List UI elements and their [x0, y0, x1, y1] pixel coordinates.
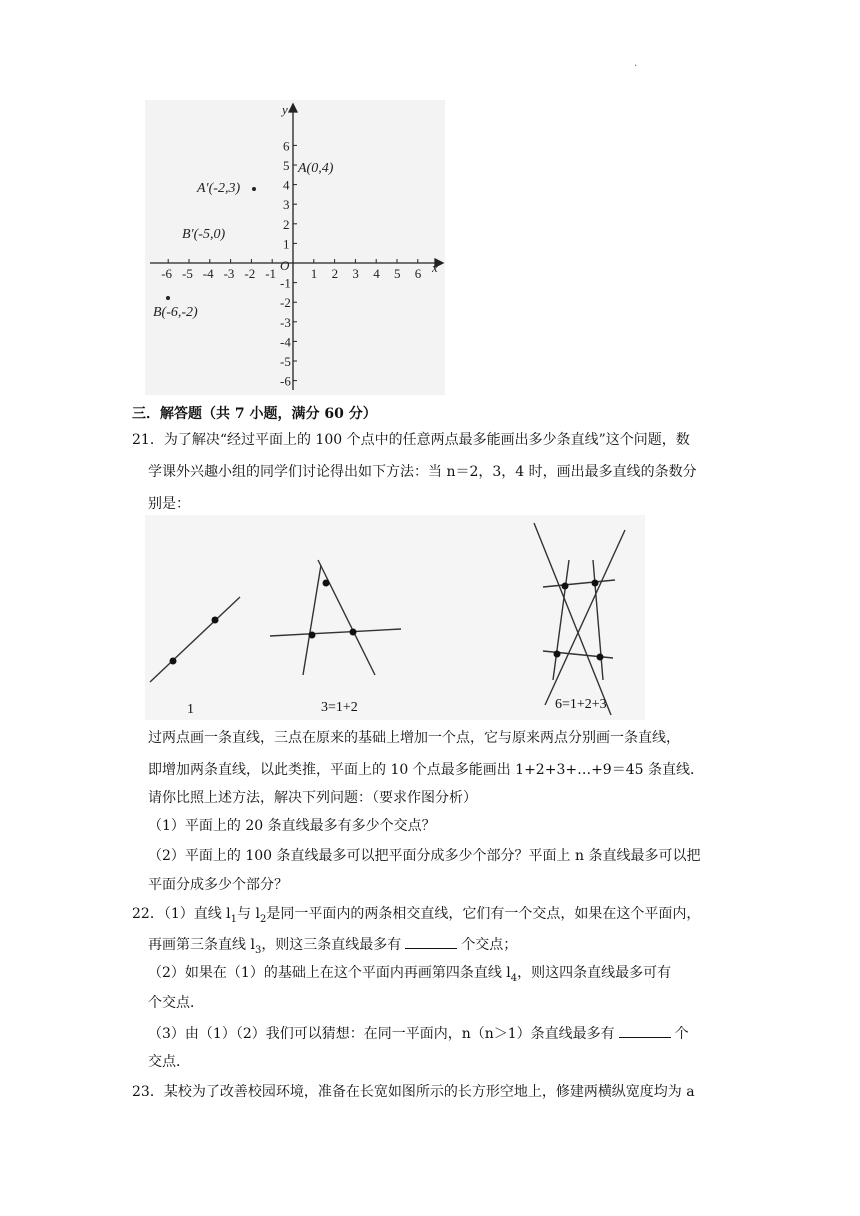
figure-background: [145, 100, 445, 395]
x-tick-label: 6: [414, 266, 422, 281]
x-tick-label: -6: [161, 266, 173, 281]
q22-text-5a: （3）由（1）（2）我们可以猜想：在同一平面内，n（n＞1）条直线最多有: [148, 1026, 615, 1042]
origin-label: O: [280, 258, 290, 273]
x-tick-label: -4: [202, 266, 214, 281]
q22-text-1c: 是同一平面内的两条相交直线，它们有一个交点，如果在这个平面内，: [266, 906, 701, 922]
x-tick-label: -5: [182, 266, 193, 281]
y-tick-label: -5: [280, 354, 291, 369]
point-A-prime-label: A′(-2,3): [197, 181, 241, 196]
point-A-prime: [252, 187, 256, 191]
y-tick-label: -1: [280, 275, 291, 291]
q22-text-5b: 个: [674, 1026, 689, 1042]
y-tick-label: -2: [280, 295, 291, 311]
y-tick-label: 3: [283, 197, 290, 213]
q21-line-6: 请你比照上述方法，解决下列问题：（要求作图分析）: [148, 790, 477, 806]
x-tick-label: -1: [265, 266, 277, 281]
x-tick-label: 3: [352, 266, 359, 281]
q21-line-9: 平面分成多少个部分？: [148, 877, 288, 893]
point-B-prime-label: B′(-5,0): [182, 227, 226, 242]
fig3-point-4: [597, 654, 604, 661]
q21-line-4: 过两点画一条直线，三点在原来的基础上增加一个点，它与原来两点分别画一条直线，: [148, 730, 680, 746]
q21-line-5: 即增加两条直线，以此类推，平面上的 10 个点最多能画出 1+2+3+…+9＝45 条直线．: [148, 762, 704, 778]
q22-text-2b: ，则这三条直线最多有: [261, 937, 402, 953]
q22-text-1a: 22．（1）直线 l: [132, 906, 231, 922]
fig2-point-3: [350, 629, 357, 636]
y-tick-label: 5: [283, 158, 290, 173]
y-tick-label: -4: [280, 334, 291, 350]
header-mark: .: [634, 58, 638, 69]
lines-figure: [145, 515, 645, 720]
q22-line-6: 交点．: [148, 1054, 190, 1070]
q21-line-8: （2）平面上的 100 条直线最多可以把平面分成多少个部分？平面上 n 条直线最多可以把: [148, 848, 701, 864]
q22-answer-blank-2[interactable]: [619, 1023, 671, 1038]
point-A-label: A(0,4): [298, 161, 334, 176]
q21-line-7: （1）平面上的 20 条直线最多有多少个交点？: [148, 818, 436, 834]
fig2-caption: 3=1+2: [321, 700, 358, 715]
coordinate-figure: [145, 100, 445, 395]
q21-line-2: 学课外兴趣小组的同学们讨论得出如下方法：当 n＝2，3，4 时，画出最多直线的条数分: [148, 464, 697, 480]
y-tick-label: 1: [283, 236, 290, 252]
x-tick-label: -2: [244, 266, 256, 281]
fig3-point-3: [554, 651, 561, 658]
q22-text-3b: ，则这四条直线最多可有: [517, 965, 672, 981]
fig3-caption: 6=1+2+3: [555, 697, 607, 712]
fig2-point-1: [323, 580, 330, 587]
x-tick-label: 1: [310, 266, 318, 281]
section-title: 三．解答题（共 7 小题，满分 60 分）: [132, 406, 377, 422]
q22-sub-1: 1: [230, 913, 238, 925]
y-tick-label: 4: [283, 177, 290, 193]
q22-line-4: 个交点．: [148, 995, 204, 1011]
q22-text-2c: 个交点；: [461, 937, 518, 953]
q22-answer-blank-1[interactable]: [405, 934, 457, 949]
y-tick-label: 2: [283, 216, 290, 232]
x-axis-label: x: [432, 260, 438, 275]
x-tick-label: -3: [223, 266, 235, 281]
fig1-point-2: [170, 658, 177, 665]
q22-sub-2: 2: [259, 913, 267, 925]
y-tick-label: -3: [280, 314, 291, 330]
q22-sub-4: 4: [510, 972, 518, 984]
point-B-label: B(-6,-2): [153, 305, 198, 320]
q22-line-2: [148, 934, 517, 961]
q22-text-1b: 与 l: [237, 906, 260, 922]
fig1-point-1: [212, 617, 219, 624]
x-tick-label: 5: [394, 266, 401, 281]
fig3-point-1: [562, 583, 569, 590]
fig1-caption: 1: [187, 702, 194, 717]
lines-figure-background: [145, 515, 645, 720]
x-tick-label: 4: [373, 266, 380, 281]
fig3-point-2: [592, 580, 599, 587]
x-tick-label: 2: [331, 266, 339, 281]
q22-text-3a: （2）如果在（1）的基础上在这个平面内再画第四条直线 l: [148, 965, 511, 981]
y-tick-label: -6: [280, 373, 291, 389]
q22-sub-3: 3: [254, 944, 262, 956]
q21-line-3: 别是：: [148, 496, 190, 512]
y-axis-label: y: [282, 102, 288, 117]
q22-line-1: [132, 904, 700, 930]
q23-line-1: 23．某校为了改善校园环境，准备在长宽如图所示的长方形空地上，修建两横纵宽度均为 a: [132, 1084, 695, 1100]
q22-line-3: [148, 963, 671, 989]
y-tick-label: 6: [283, 138, 290, 154]
point-B: [166, 296, 170, 300]
q21-line-1: 21．为了解决“经过平面上的 100 个点中的任意两点最多能画出多少条直线”这个问题，数: [132, 432, 690, 448]
fig2-point-2: [309, 632, 316, 639]
q22-text-2a: 再画第三条直线 l: [148, 937, 255, 953]
q22-line-5: [148, 1023, 689, 1044]
